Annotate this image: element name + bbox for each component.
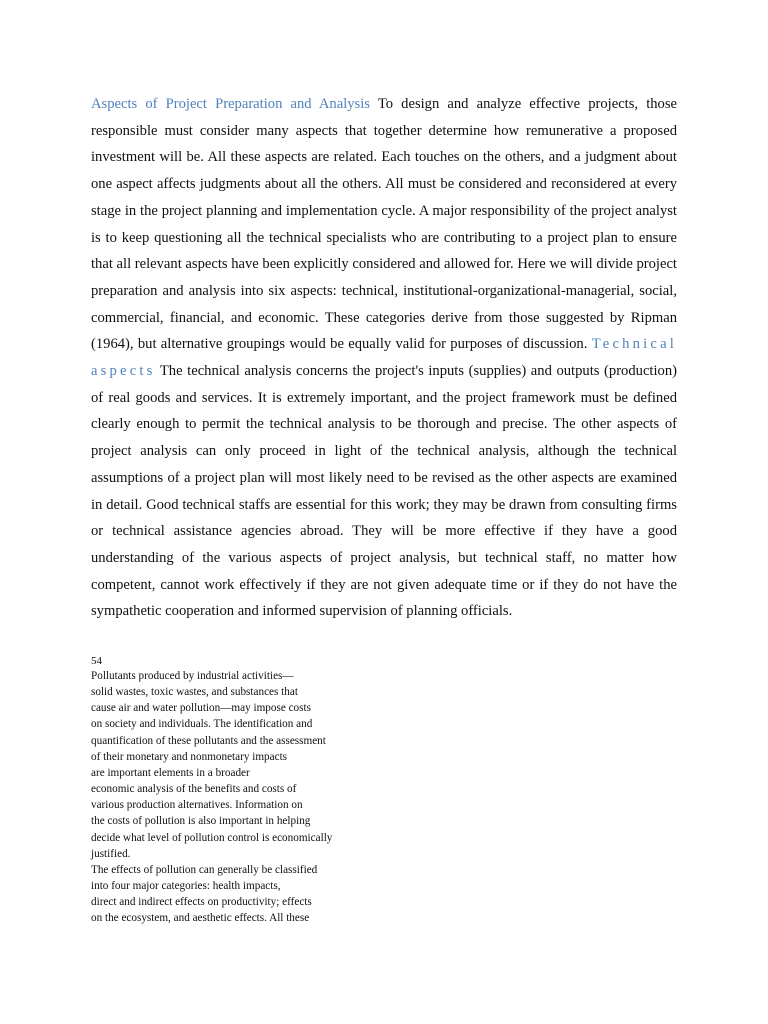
section-heading: Aspects of Project Preparation and Analysis: [91, 96, 370, 112]
note-line: are important elements in a broader: [91, 766, 250, 779]
note-line: solid wastes, toxic wastes, and substances that: [91, 686, 298, 699]
note-line: decide what level of pollution control is economically: [91, 831, 333, 844]
note-line: quantification of these pollutants and the assessment: [91, 734, 326, 747]
note-line: the costs of pollution is also important in helping: [91, 815, 311, 828]
subsection-heading: Technical aspects: [91, 336, 677, 380]
page-number: 54: [91, 655, 102, 667]
main-paragraph: [91, 91, 677, 625]
pollution-note: [91, 668, 332, 927]
note-line: justified.: [91, 847, 131, 860]
note-line: on society and individuals. The identification and: [91, 718, 313, 731]
note-line: various production alternatives. Information on: [91, 799, 303, 812]
note-line: Pollutants produced by industrial activities—: [91, 670, 294, 682]
note-line: on the ecosystem, and aesthetic effects. All these: [91, 912, 310, 925]
note-line: of their monetary and nonmonetary impacts: [91, 750, 288, 763]
note-line: cause air and water pollution—may impose costs: [91, 702, 311, 715]
note-line: The effects of pollution can generally be classified: [91, 863, 318, 876]
note-line: into four major categories: health impacts,: [91, 880, 281, 893]
note-line: economic analysis of the benefits and costs of: [91, 783, 297, 796]
paragraph-text-1: To design and analyze effective projects, those responsible must consider many aspects that together determine how remunerative a proposed investment will be. All these aspects are related. Each touches on the others, and a judgment about one aspect affects judgments about all the others. All must be considered and reconsidered at every stage in the project planning and implementation cycle. A major responsibility of the project analyst is to keep questioning all the technical specialists who are contributing to a project plan to ensure that all relevant aspects have been explicitly considered and allowed for. Here we will divide project preparation and analysis into six aspects: technical, institutional-organizational-managerial, social, commercial, financial, and economic. These categories derive from those suggested by Ripman (1964), but alternative groupings would be equally valid for purposes of discussion.: [91, 96, 677, 353]
paragraph-text-2: The technical analysis concerns the project's inputs (supplies) and outputs (production) of real goods and services. It is extremely important, and the project framework must be defined clearly enough to permit the technical analysis to be thorough and precise. The other aspects of project analysis can only proceed in light of the technical analysis, although the technical assumptions of a project plan will most likely need to be revised as the other aspects are examined in detail. Good technical staffs are essential for this work; they may be drawn from consulting firms or technical assistance agencies abroad. They will be more effective if they have a good understanding of the various aspects of project analysis, but technical staff, no matter how competent, cannot work effectively if they are not given adequate time or if they do not have the sympathetic cooperation and informed supervision of planning officials.: [91, 363, 677, 620]
note-line: direct and indirect effects on productivity; effects: [91, 896, 312, 909]
